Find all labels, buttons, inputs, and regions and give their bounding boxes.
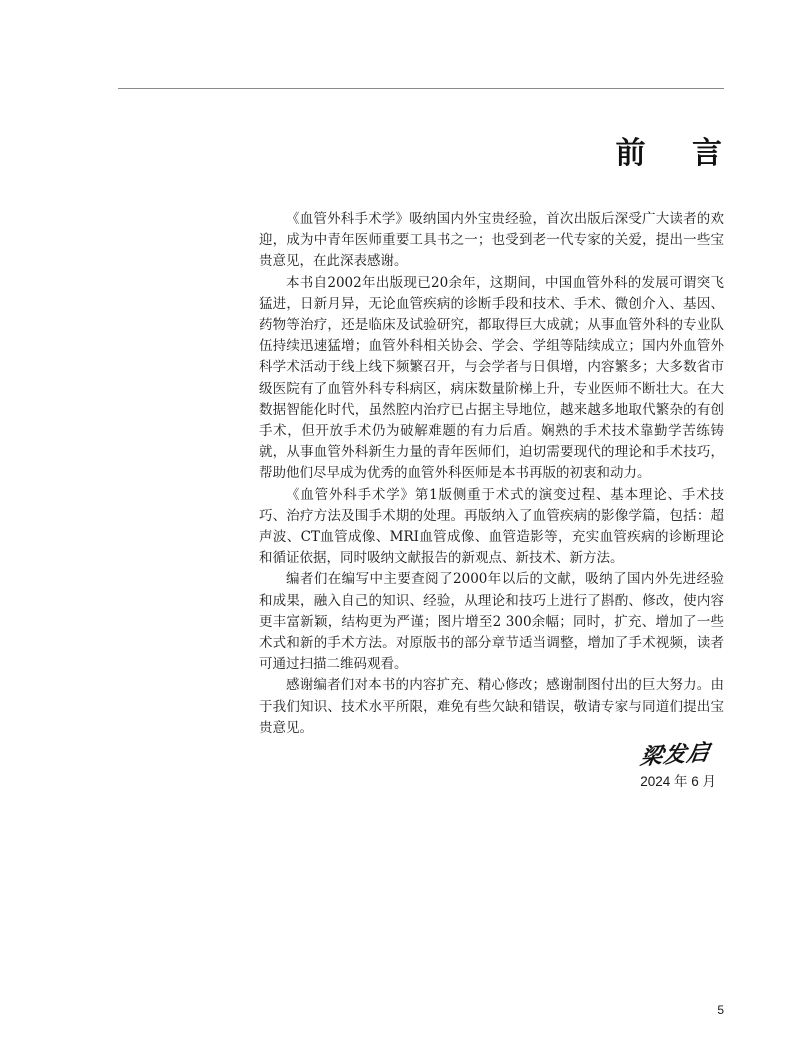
signature-date: 2024 年 6 月 bbox=[640, 774, 716, 789]
paragraph: 本书自2002年出版现已20余年，这期间，中国血管外科的发展可谓突飞猛进，日新月异，无论血管疾病的诊断手段和技术、手术、微创介入、基因、药物等治疗，还是临床及试验研究，都取得巨大成就；从事血管外科的专业队伍持续迅速猛增；血管外科相关协会、学会、学组等陆续成立；国内外血管外科学术活动于线上线下频繁召开，与会学者与日俱增，内容繁多；大多数省市级医院有了血管外科专科病区，病床数量阶梯上升，专业医师不断壮大。在大数据智能化时代，虽然腔内治疗已占据主导地位，越来越多地取代繁杂的有创手术，但开放手术仍为破解难题的有力后盾。娴熟的手术技术靠勤学苦练铸就，从事血管外科新生力量的青年医师们，迫切需要现代的理论和手术技巧，帮助他们尽早成为优秀的血管外科医师是本书再版的初衷和动力。 bbox=[259, 274, 724, 482]
paragraph: 感谢编者们对本书的内容扩充、精心修改；感谢制图付出的巨大努力。由于我们知识、技术水平所限，难免有些欠缺和错误，敬请专家与同道们提出宝贵意见。 bbox=[259, 677, 724, 736]
preface-body bbox=[259, 209, 724, 739]
page-title: 前 言 bbox=[615, 136, 740, 171]
header-rule bbox=[118, 88, 724, 89]
paragraph: 《血管外科手术学》吸纳国内外宝贵经验，首次出版后深受广大读者的欢迎，成为中青年医师重要工具书之一；也受到老一代专家的关爱，提出一些宝贵意见，在此深表感谢。 bbox=[259, 211, 724, 270]
paragraph: 编者们在编写中主要查阅了2000年以后的文献，吸纳了国内外先进经验和成果，融入自己的知识、经验，从理论和技巧上进行了斟酌、修改，使内容更丰富新颖，结构更为严谨；图片增至2 300余幅；同时，扩充、增加了一些术式和新的手术方法。对原版书的部分章节适当调整，增加了手术视频，读者可通过扫描二维码观看。 bbox=[259, 571, 724, 673]
author-signature: 梁发启 bbox=[638, 739, 713, 771]
page-number: 5 bbox=[717, 1003, 724, 1017]
paragraph: 《血管外科手术学》第1版侧重于术式的演变过程、基本理论、手术技巧、治疗方法及围手术期的处理。再版纳入了血管疾病的影像学篇，包括：超声波、CT血管成像、MRI血管成像、血管造影等，充实血管疾病的诊断理论和循证依据，同时吸纳文献报告的新观点、新技术、新方法。 bbox=[259, 486, 724, 567]
